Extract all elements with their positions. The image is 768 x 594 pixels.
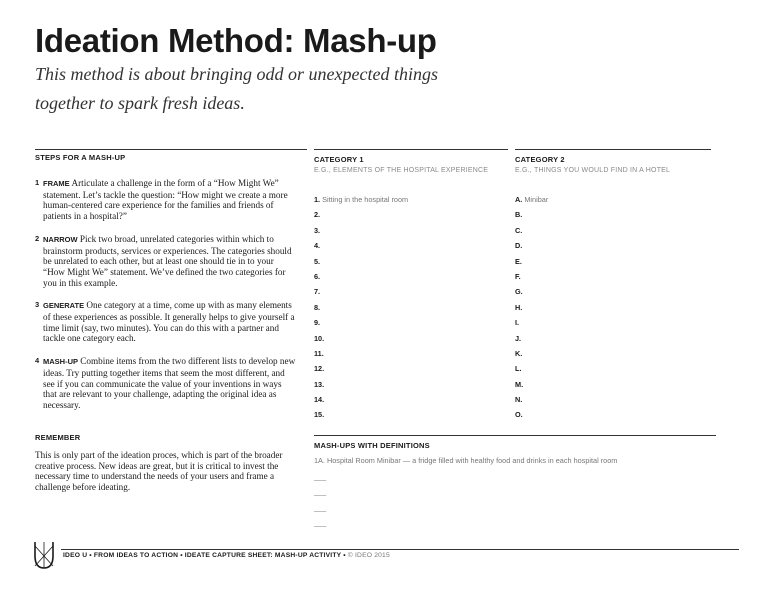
list-item bbox=[314, 363, 504, 378]
list-item bbox=[515, 209, 705, 224]
list-item bbox=[314, 302, 504, 317]
footer-bold-text: IDEO U • FROM IDEAS TO ACTION • IDEATE CAPTURE SHEET: MASH-UP ACTIVITY • bbox=[63, 552, 346, 559]
list-item bbox=[515, 271, 705, 286]
step-text: Articulate a challenge in the form of a “How Might We” statement. Let’s tackle the question: “How might we create a more human-centered care experience for the families and friends of patients in a hospital?” bbox=[43, 178, 288, 222]
footer-text bbox=[63, 552, 390, 559]
step-text: One category at a time, come up with as many elements of these experiences as possible. It generally helps to give yourself a time limit (say, two minutes). You can do this with a partner and tackle one category each. bbox=[43, 300, 295, 344]
mashups-divider bbox=[314, 435, 716, 436]
mashup-row: ___ bbox=[314, 502, 327, 512]
ideo-u-logo-icon bbox=[33, 540, 55, 570]
steps-title: STEPS FOR A MASH-UP bbox=[35, 153, 126, 162]
list-item bbox=[314, 256, 504, 271]
footer-divider bbox=[61, 549, 739, 550]
list-item-key: K. bbox=[515, 348, 523, 358]
list-item-key: N. bbox=[515, 395, 523, 405]
list-item-key: 8. bbox=[314, 302, 321, 312]
step-item bbox=[35, 300, 297, 344]
list-item-key: 12. bbox=[314, 364, 325, 374]
step-number: 4 bbox=[35, 356, 40, 366]
list-item-key: 15. bbox=[314, 410, 325, 420]
category1-subtitle: E.G., ELEMENTS OF THE HOSPITAL EXPERIENCE bbox=[314, 167, 489, 174]
list-item-key: 14. bbox=[314, 395, 325, 405]
step-keyword: MASH-UP bbox=[43, 357, 78, 367]
list-item-key: 5. bbox=[314, 256, 321, 266]
remember-title: REMEMBER bbox=[35, 433, 81, 442]
list-item-key: 13. bbox=[314, 379, 325, 389]
list-item bbox=[515, 348, 705, 363]
step-keyword: GENERATE bbox=[43, 301, 85, 311]
list-item bbox=[515, 286, 705, 301]
step-number: 1 bbox=[35, 178, 40, 187]
list-item bbox=[314, 209, 504, 224]
list-item bbox=[314, 333, 504, 348]
list-item bbox=[314, 317, 504, 332]
list-item-key: B. bbox=[515, 210, 523, 220]
category2-title: CATEGORY 2 bbox=[515, 155, 565, 164]
mashups-title: MASH-UPS WITH DEFINITIONS bbox=[314, 441, 430, 450]
page-subtitle: This method is about bringing odd or unexpected things together to spark fresh ideas. bbox=[35, 64, 438, 113]
step-number: 3 bbox=[35, 300, 40, 310]
list-item-key: C. bbox=[515, 225, 523, 235]
step-item bbox=[35, 178, 297, 222]
list-item bbox=[314, 271, 504, 286]
category2-subtitle: E.G., THINGS YOU WOULD FIND IN A HOTEL bbox=[515, 167, 671, 174]
list-item-key: O. bbox=[515, 410, 523, 420]
step-text: Combine items from the two different lists to develop new ideas. Try putting together items that seem the most different, and see if you can communicate the value of your inventions in ways that are relevant to your challenge, adapting the original idea as necessary. bbox=[43, 356, 296, 410]
list-item bbox=[515, 363, 705, 378]
list-item bbox=[515, 302, 705, 317]
list-item-key: 11. bbox=[314, 348, 324, 358]
list-item-key: H. bbox=[515, 302, 523, 312]
list-item bbox=[515, 256, 705, 271]
category2-divider bbox=[515, 149, 711, 150]
list-item-value: Sitting in the hospital room bbox=[322, 195, 409, 204]
list-item-key: 3. bbox=[314, 225, 321, 235]
list-item-key: 6. bbox=[314, 271, 321, 281]
footer-copyright: © IDEO 2015 bbox=[345, 552, 390, 559]
list-item-key: L. bbox=[515, 364, 522, 374]
list-item-key: 7. bbox=[314, 287, 321, 297]
list-item-key: I. bbox=[515, 318, 520, 328]
list-item bbox=[515, 409, 705, 424]
page-title: Ideation Method: Mash-up bbox=[35, 22, 437, 59]
category2-list bbox=[515, 194, 705, 425]
list-item bbox=[314, 240, 504, 255]
step-keyword: NARROW bbox=[43, 234, 78, 244]
category1-title: CATEGORY 1 bbox=[314, 155, 364, 164]
list-item bbox=[314, 348, 504, 363]
list-item-key: J. bbox=[515, 333, 522, 343]
list-item bbox=[515, 394, 705, 409]
list-item-key: 1. bbox=[314, 195, 321, 204]
list-item-key: 2. bbox=[314, 210, 321, 220]
remember-text: This is only part of the ideation proces, which is part of the broader creative process. New ideas are great, but it is critical to invest the necessary time to understand the needs of your users and frame a challenge before ideating. bbox=[35, 450, 283, 493]
list-item-key: F. bbox=[515, 271, 521, 281]
list-item-key: E. bbox=[515, 256, 522, 266]
list-item bbox=[515, 379, 705, 394]
step-item bbox=[35, 234, 297, 289]
list-item-key: 10. bbox=[314, 333, 325, 343]
steps-list bbox=[35, 178, 297, 423]
list-item-key: D. bbox=[515, 241, 523, 251]
list-item bbox=[314, 379, 504, 394]
list-item-key: A. bbox=[515, 195, 523, 204]
list-item bbox=[314, 194, 504, 209]
list-item bbox=[515, 317, 705, 332]
list-item bbox=[314, 394, 504, 409]
steps-divider bbox=[35, 149, 307, 150]
list-item bbox=[515, 240, 705, 255]
list-item-key: 4. bbox=[314, 241, 321, 251]
list-item bbox=[314, 286, 504, 301]
step-item bbox=[35, 356, 297, 411]
list-item bbox=[314, 409, 504, 424]
list-item bbox=[515, 225, 705, 240]
category1-list bbox=[314, 194, 504, 425]
category1-divider bbox=[314, 149, 508, 150]
mashup-row: 1A. Hospital Room Minibar — a fridge filled with healthy food and drinks in each hospital room bbox=[314, 456, 618, 465]
list-item-key: M. bbox=[515, 379, 524, 389]
mashup-row: ___ bbox=[314, 518, 327, 527]
list-item bbox=[314, 225, 504, 240]
list-item-key: 9. bbox=[314, 318, 321, 328]
list-item bbox=[515, 194, 705, 209]
list-item-key: G. bbox=[515, 287, 523, 297]
mashups-list bbox=[314, 455, 714, 533]
step-number: 2 bbox=[35, 233, 40, 243]
list-item bbox=[515, 333, 705, 348]
mashup-row: ___ bbox=[314, 471, 327, 481]
step-keyword: FRAME bbox=[43, 179, 70, 188]
list-item-value: Minibar bbox=[524, 195, 549, 204]
step-text: Pick two broad, unrelated categories within which to brainstorm products, services or experiences. The categories should be unrelated to each other, but at least one should tie in to your “How Might We” statement. We’ve defined the two categories for you in this example. bbox=[43, 233, 292, 288]
mashup-row: ___ bbox=[314, 487, 327, 496]
